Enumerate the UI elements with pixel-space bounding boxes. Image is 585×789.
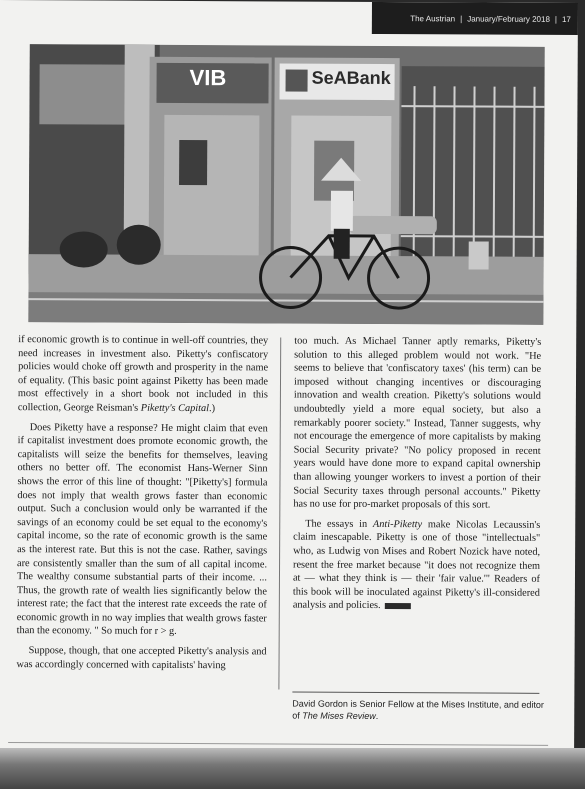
article-column-left	[16, 333, 268, 679]
publication-name: The Austrian	[410, 13, 456, 23]
scanner-background	[0, 748, 585, 789]
header-separator: |	[460, 13, 463, 23]
bank-sign-seabank: SeABank	[311, 67, 391, 89]
bio-divider	[292, 692, 539, 694]
paragraph: if economic growth is to continue in well-off countries, they need increases in investment also. Piketty's confiscatory policies would choke off growth and prosperity in the name of equality. (This basic point against Piketty has been made most effectively in a short book not included in this collection, George Reisman's Piketty's Capital.)	[17, 334, 269, 415]
issue-date: January/February 2018	[467, 13, 550, 24]
end-of-article-mark	[385, 603, 411, 609]
column-divider	[278, 337, 281, 689]
bio-publication-title: The Mises Review	[302, 710, 376, 721]
street-photo	[28, 44, 544, 325]
page-number: 17	[561, 14, 571, 24]
paragraph: too much. As Michael Tanner aptly remarks, Piketty's solution to this alleged problem would not work. "He seems to believe that 'confiscatory taxes' (his term) can be imposed without changing incentives or discouraging innovation and wealth creation. Piketty's solutions would undoubtedly yield a more equal society, but also a remarkably poorer society." Instead, Tanner suggests, why not encourage the emergence of more capitalists by making Social Security private? "No policy proposed in recent years would have done more to expand capital ownership than allowing younger workers to invest a portion of their Social Security taxes through personal accounts." Piketty has no use for pro-market proposals of this sort.	[293, 335, 542, 511]
author-bio: David Gordon is Senior Fellow at the Mises Institute, and editor of The Mises Review.	[292, 698, 544, 721]
street-photo-illustration	[28, 44, 544, 325]
article-column-right	[293, 335, 541, 620]
running-header	[372, 2, 578, 35]
paragraph: Does Piketty have a response? He might claim that even if capitalist investment does promote economic growth, the capitalists will seize the benefits for themselves, leaving others no better off. The economist Hans-Werner Sinn shows the error of this line of thought: "[Piketty's] formula does not imply that wealth grows faster than economic output. Such a conclusion would only be warranted if the savings of an economy could be set equal to the economy's capital income, so the rate of economic growth is the same as the interest rate. But this is not the case. Rather, savings are consistently smaller than the sum of all capital income. The wealthy consume substantial parts of their income. ... Thus, the growth rate of wealth lies significantly below the interest rate; the fact that the interest rate exceeds the rate of economic growth in no way implies that wealth grows faster than the economy. " So much for r > g.	[16, 421, 268, 638]
paragraph: The essays in Anti-Piketty make Nicolas Lecaussin's claim inescapable. Piketty is one of those "intellectuals" who, as Ludwig von Mises and Robert Nozick have noted, resent the free market because "it does not recognize them at — what they think is — their 'fair value.'" Readers of this book will be inoculated against Piketty's ill-considered analysis and policies.	[292, 518, 541, 612]
bank-sign-vib: VIB	[189, 64, 227, 91]
paragraph: Suppose, though, that one accepted Piketty's analysis and was accordingly concerned with capitalists' having	[16, 645, 267, 671]
footer-rule	[8, 742, 548, 746]
book-title: Piketty's Capital	[140, 402, 210, 415]
header-separator: |	[554, 14, 558, 24]
book-title: Anti-Piketty	[372, 518, 423, 530]
